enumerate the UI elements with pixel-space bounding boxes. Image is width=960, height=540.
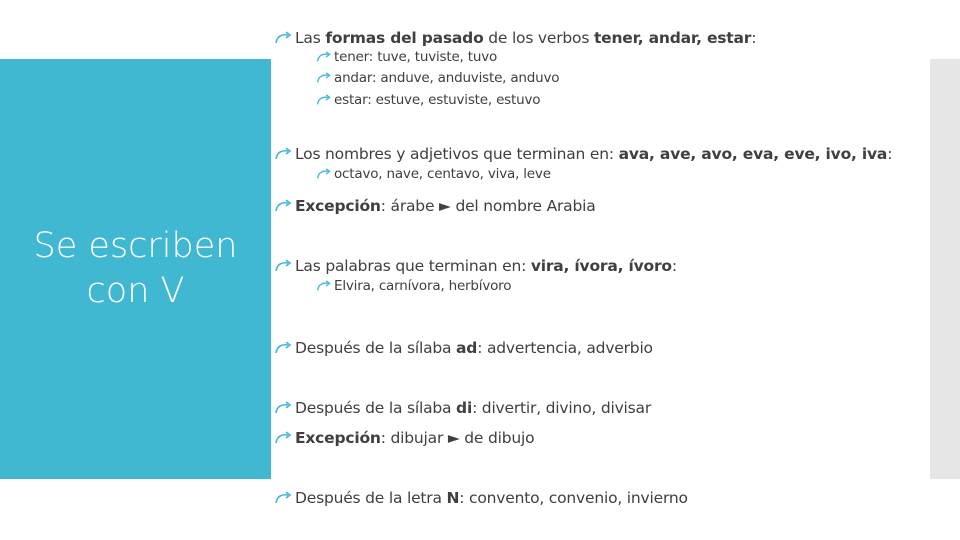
palabras-post: : — [671, 257, 677, 275]
bullet-estar — [315, 92, 540, 108]
nombres-post: : — [887, 145, 893, 163]
bullet-excepcion-arabe — [273, 197, 596, 215]
curved-arrow-bullet-icon — [273, 401, 294, 415]
bullet-nombres — [273, 145, 892, 163]
slide-title — [0, 224, 271, 314]
pasado-post: : — [751, 29, 757, 47]
curved-arrow-bullet-icon — [315, 72, 333, 84]
nombres-ejemplos-text: octavo, nave, centavo, viva, leve — [334, 166, 551, 182]
curved-arrow-bullet-icon — [273, 431, 294, 445]
curved-arrow-bullet-icon — [315, 168, 333, 180]
ad-pre: Después de la sílaba — [295, 339, 457, 357]
bullet-tener — [315, 49, 497, 65]
curved-arrow-bullet-icon — [273, 491, 294, 505]
pasado-bold-2: tener, andar, estar — [593, 29, 752, 47]
bullet-andar — [315, 70, 559, 86]
tener-text: tener: tuve, tuviste, tuvo — [334, 49, 498, 65]
slide-title-line-1: Se escriben — [33, 226, 238, 266]
palabras-ejemplos-text: Elvira, carnívora, herbívoro — [334, 278, 512, 294]
bullet-excepcion-dibujar — [273, 429, 534, 447]
curved-arrow-bullet-icon — [315, 94, 333, 106]
bullet-pasado — [273, 29, 756, 47]
n-bold: N — [446, 489, 460, 507]
excepcion-2-bold: Excepción — [295, 429, 381, 447]
bullet-nombres-ejemplos — [315, 166, 551, 182]
excepcion-1-rest: : árabe ► del nombre Arabia — [380, 197, 596, 215]
slide-title-line-2: con V — [86, 271, 185, 311]
bullet-letra-n — [273, 489, 688, 507]
n-pre: Después de la letra — [295, 489, 447, 507]
side-decoration-bar — [930, 59, 960, 479]
di-pre: Después de la sílaba — [295, 399, 457, 417]
curved-arrow-bullet-icon — [315, 51, 333, 63]
n-post: : convento, convenio, invierno — [459, 489, 688, 507]
curved-arrow-bullet-icon — [273, 199, 294, 213]
pasado-mid: de los verbos — [483, 29, 594, 47]
bullet-silaba-di — [273, 399, 651, 417]
curved-arrow-bullet-icon — [273, 31, 294, 45]
palabras-bold: vira, ívora, ívoro — [530, 257, 672, 275]
curved-arrow-bullet-icon — [273, 341, 294, 355]
ad-bold: ad — [456, 339, 478, 357]
andar-text: andar: anduve, anduviste, anduvo — [334, 70, 560, 86]
di-post: : divertir, divino, divisar — [472, 399, 652, 417]
curved-arrow-bullet-icon — [273, 147, 294, 161]
bullet-silaba-ad — [273, 339, 653, 357]
pasado-pre: Las — [295, 29, 326, 47]
palabras-pre: Las palabras que terminan en: — [295, 257, 531, 275]
curved-arrow-bullet-icon — [273, 259, 294, 273]
nombres-bold: ava, ave, avo, eva, eve, ivo, iva — [618, 145, 888, 163]
estar-text: estar: estuve, estuviste, estuvo — [334, 92, 541, 108]
bullet-palabras — [273, 257, 677, 275]
ad-post: : advertencia, adverbio — [477, 339, 653, 357]
pasado-bold-1: formas del pasado — [325, 29, 484, 47]
excepcion-2-rest: : dibujar ► de dibujo — [380, 429, 535, 447]
nombres-pre: Los nombres y adjetivos que terminan en: — [295, 145, 619, 163]
excepcion-1-bold: Excepción — [295, 197, 381, 215]
curved-arrow-bullet-icon — [315, 280, 333, 292]
bullet-palabras-ejemplos — [315, 278, 511, 294]
di-bold: di — [456, 399, 473, 417]
